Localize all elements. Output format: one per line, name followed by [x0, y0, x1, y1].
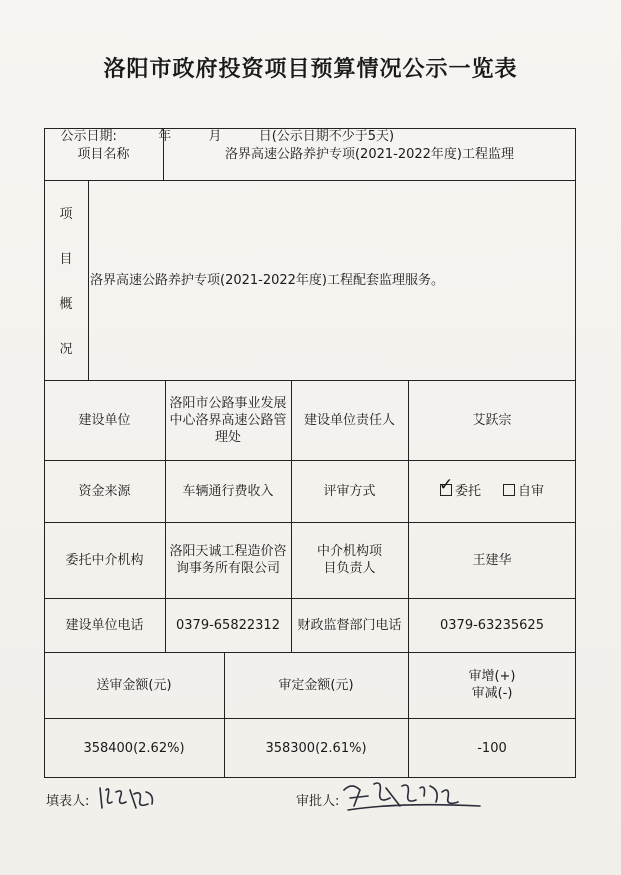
project-name-label: 项目名称 — [77, 146, 130, 162]
agency-label: 委托中介机构 — [65, 552, 144, 568]
date-note: (公示日期不少于5天) — [271, 129, 395, 144]
review-option-entrust[interactable]: ✓ 委托 — [438, 474, 481, 499]
submitted-amount-value: 358400(2.62%) — [83, 740, 185, 756]
approver-signature — [340, 776, 490, 816]
construction-unit-label: 建设单位 — [78, 412, 131, 428]
difference-value: -100 — [477, 740, 507, 756]
responsible-person-label: 建设单位责任人 — [303, 412, 395, 428]
overview-char-2: 目 — [59, 252, 73, 267]
date-day: 日 — [258, 129, 272, 144]
overview-char-1: 项 — [59, 207, 73, 222]
project-name-value: 洛界高速公路养护专项(2021-2022年度)工程监理 — [224, 146, 514, 162]
checkbox-unchecked[interactable] — [503, 484, 515, 496]
finance-phone-label: 财政监督部门电话 — [297, 617, 402, 633]
responsible-person-value: 艾跃宗 — [472, 412, 512, 428]
construction-unit-value: 洛阳市公路事业发展中心洛界高速公路管理处 — [169, 395, 287, 445]
increase-label: 审增(+) — [468, 669, 516, 684]
unit-phone-label: 建设单位电话 — [65, 617, 144, 633]
approver-label: 审批人: — [296, 794, 340, 809]
finance-phone-value: 0379-63235625 — [440, 617, 544, 633]
approved-amount-label: 审定金额(元) — [278, 677, 354, 693]
overview-char-4: 况 — [59, 342, 73, 357]
checkbox-checked[interactable] — [438, 474, 454, 496]
document-title: 洛阳市政府投资项目预算情况公示一览表 — [103, 56, 518, 82]
fund-source-label: 资金来源 — [78, 483, 131, 499]
date-month: 月 — [208, 129, 222, 144]
decrease-label: 审减(-) — [471, 686, 513, 701]
project-overview-value: 洛界高速公路养护专项(2021-2022年度)工程配套监理服务。 — [90, 272, 445, 288]
date-prefix: 公示日期: — [60, 129, 117, 144]
review-option-self[interactable]: 自审 — [503, 483, 544, 500]
unit-phone-value: 0379-65822312 — [176, 617, 280, 633]
agency-head-value: 王建华 — [472, 552, 512, 568]
agency-head-label: 中介机构项目负责人 — [316, 544, 382, 576]
fund-source-value: 车辆通行费收入 — [182, 483, 274, 499]
project-overview-label — [44, 180, 88, 380]
date-year: 年 — [158, 129, 172, 144]
filler-label: 填表人: — [46, 794, 90, 809]
overview-char-3: 概 — [59, 297, 73, 312]
agency-value: 洛阳天诚工程造价咨询事务所有限公司 — [169, 544, 287, 576]
approved-amount-value: 358300(2.61%) — [265, 740, 367, 756]
filler-signature — [96, 782, 166, 814]
difference-label — [408, 652, 576, 718]
submitted-amount-label: 送审金额(元) — [96, 677, 172, 693]
review-method-options — [408, 460, 576, 522]
checkmark-icon: ✓ — [438, 474, 454, 495]
review-method-label: 评审方式 — [323, 483, 376, 499]
